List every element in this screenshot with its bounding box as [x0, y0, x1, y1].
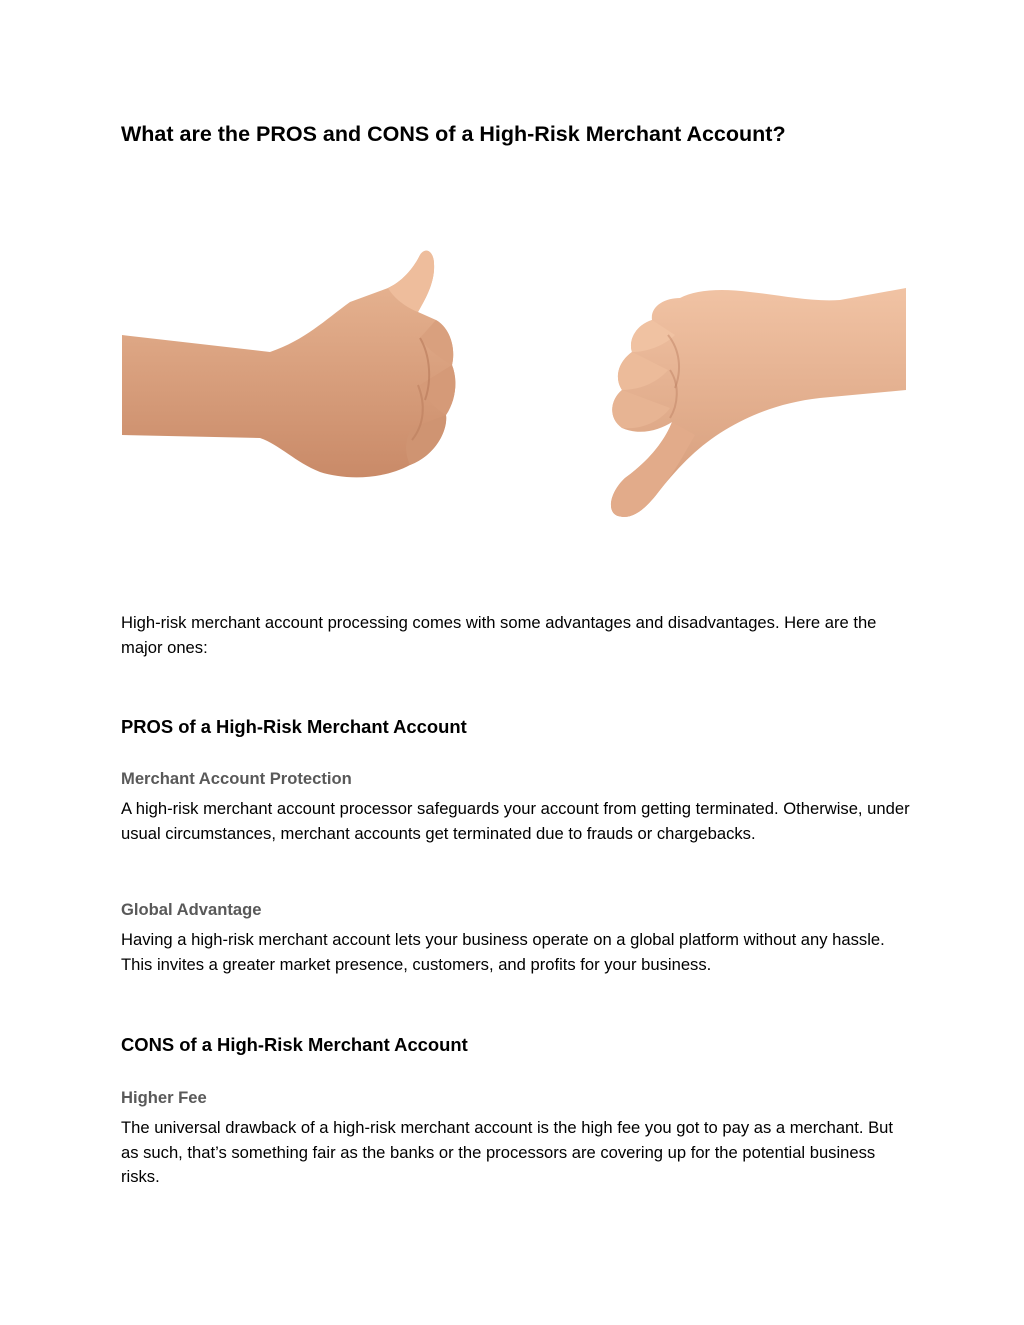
pros-item-title: Merchant Account Protection [121, 769, 352, 788]
thumbs-down-icon [611, 288, 906, 517]
cons-item-title: Higher Fee [121, 1088, 207, 1107]
cons-item-text: The universal drawback of a high-risk merchant account is the high fee you got to pay as a merchant. But as such, that’s something fair as the banks or the processors are covering up for the potential business risks. [121, 1118, 894, 1186]
thumbs-up-down-image [120, 240, 908, 530]
pros-item-title: Global Advantage [121, 900, 262, 919]
cons-heading: CONS of a High-Risk Merchant Account [121, 1034, 468, 1055]
pros-heading: PROS of a High-Risk Merchant Account [121, 716, 467, 737]
thumbs-up-icon [122, 251, 455, 478]
pros-item-text: Having a high-risk merchant account lets your business operate on a global platform without any hassle. This invites a greater market presence, customers, and profits for your business. [121, 930, 885, 974]
page-title: What are the PROS and CONS of a High-Risk Merchant Account? [121, 122, 786, 146]
pros-item-text: A high-risk merchant account processor safeguards your account from getting terminated. Otherwise, under usual circumstances, merchant accounts get terminated due to frauds or chargebacks. [121, 799, 910, 843]
intro-paragraph: High-risk merchant account processing comes with some advantages and disadvantages. Here are the major ones: [121, 613, 877, 657]
